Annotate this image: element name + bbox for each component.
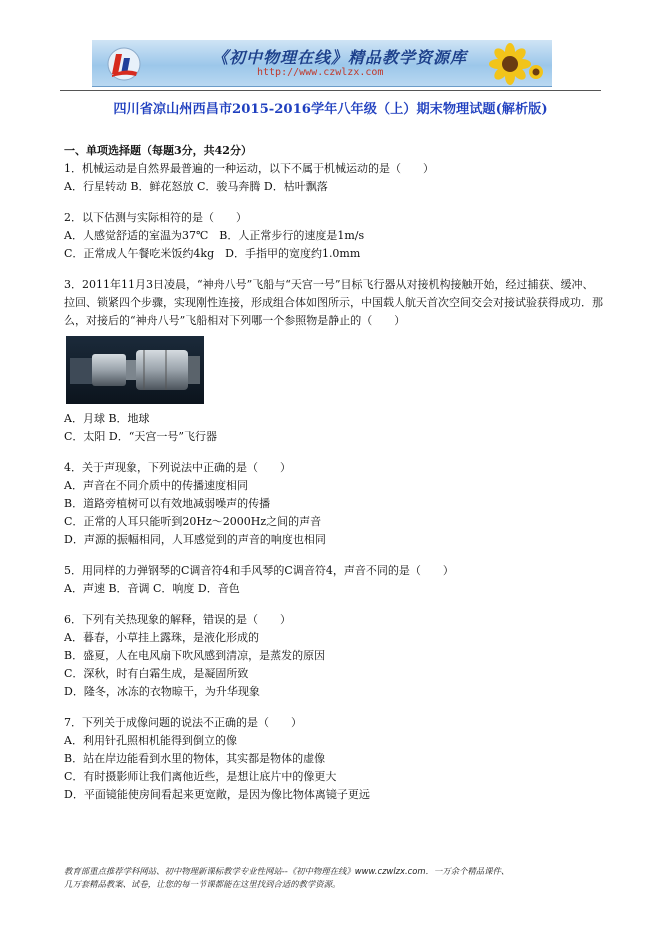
section-heading: 一、单项选择题（每题3分，共42分） bbox=[64, 144, 252, 157]
question-7 bbox=[64, 714, 604, 804]
banner-url: http://www.czwlzx.com bbox=[257, 67, 384, 78]
answer-options: A．行星转动 B．鲜花怒放 C．骏马奔腾 D．枯叶飘落 bbox=[64, 180, 328, 193]
answer-option: C．有时摄影师让我们离他近些，是想让底片中的像更大 bbox=[64, 770, 337, 783]
question-5 bbox=[64, 562, 604, 598]
question-4 bbox=[64, 459, 604, 549]
question-6 bbox=[64, 611, 604, 701]
sunflower-icon bbox=[488, 42, 546, 86]
answer-options: A．月球 B．地球 bbox=[64, 412, 150, 425]
question-stem: 1．机械运动是自然界最普遍的一种运动，以下不属于机械运动的是（ ） bbox=[64, 162, 434, 175]
question-stem: 6．下列有关热现象的解释，错误的是（ ） bbox=[64, 613, 291, 626]
footer-line: 几万套精品教案、试卷，让您的每一节课都能在这里找到合适的教学资源。 bbox=[64, 879, 341, 889]
footer-line: 教育部重点推荐学科网站、初中物理新课标教学专业性网站--《初中物理在线》www.czwlzx.com．一万余个精品课件、 bbox=[64, 866, 510, 876]
answer-options: A．人感觉舒适的室温为37℃ B．人正常步行的速度是1m/s bbox=[64, 229, 365, 242]
answer-options: C．太阳 D．“天宫一号”飞行器 bbox=[64, 430, 217, 443]
document-title: 四川省凉山州西昌市2015-2016学年八年级（上）期末物理试题(解析版) bbox=[113, 102, 548, 117]
header-banner bbox=[92, 40, 552, 87]
answer-option: C．正常的人耳只能听到20Hz～2000Hz之间的声音 bbox=[64, 515, 322, 528]
answer-option: B．盛夏，人在电风扇下吹风感到清凉，是蒸发的原因 bbox=[64, 649, 326, 662]
question-stem: 5．用同样的力弹钢琴的C调音符4和手风琴的C调音符4，声音不同的是（ ） bbox=[64, 564, 454, 577]
answer-options: A．声速 B．音调 C．响度 D．音色 bbox=[64, 582, 240, 595]
question-stem: 3．2011年11月3日凌晨，“神舟八号”飞船与“天宫一号”目标飞行器从对接机构接触开始，经过捕获、缓冲、拉回、锁紧四个步骤，实现刚性连接，形成组合体如图所示，中国载人航天首次空间交会对接试验获得成功．那么，对接后的“神舟八号”飞船相对下列哪一个参照物是静止的（ ） bbox=[64, 278, 603, 327]
answer-option: D．声源的振幅相同，人耳感觉到的声音的响度也相同 bbox=[64, 533, 326, 546]
answer-options: C．正常成人午餐吃米饭约4kg D．手指甲的宽度约1.0mm bbox=[64, 247, 361, 260]
answer-option: D．隆冬，冰冻的衣物晾干，为升华现象 bbox=[64, 685, 260, 698]
answer-option: A．利用针孔照相机能得到倒立的像 bbox=[64, 734, 237, 747]
answer-option: B．道路旁植树可以有效地减弱噪声的传播 bbox=[64, 497, 271, 510]
question-stem: 4．关于声现象，下列说法中正确的是（ ） bbox=[64, 461, 291, 474]
header-rule bbox=[60, 90, 601, 91]
question-2 bbox=[64, 209, 604, 263]
exam-content bbox=[64, 142, 604, 817]
question-stem: 7．下列关于成像问题的说法不正确的是（ ） bbox=[64, 716, 302, 729]
question-1 bbox=[64, 160, 604, 196]
answer-option: A．暮春，小草挂上露珠，是液化形成的 bbox=[64, 631, 259, 644]
question-3 bbox=[64, 276, 604, 446]
answer-option: C．深秋，时有白霜生成，是凝固所致 bbox=[64, 667, 249, 680]
answer-option: D．平面镜能使房间看起来更宽敞，是因为像比物体离镜子更远 bbox=[64, 788, 370, 801]
spacecraft-docking-image bbox=[66, 336, 204, 404]
answer-option: A．声音在不同介质中的传播速度相同 bbox=[64, 479, 248, 492]
banner-title: 《初中物理在线》精品教学资源库 bbox=[212, 48, 468, 67]
answer-option: B．站在岸边能看到水里的物体，其实都是物体的虚像 bbox=[64, 752, 326, 765]
site-logo-icon bbox=[106, 46, 142, 82]
page-footer bbox=[64, 865, 604, 891]
question-stem: 2．以下估测与实际相符的是（ ） bbox=[64, 211, 247, 224]
